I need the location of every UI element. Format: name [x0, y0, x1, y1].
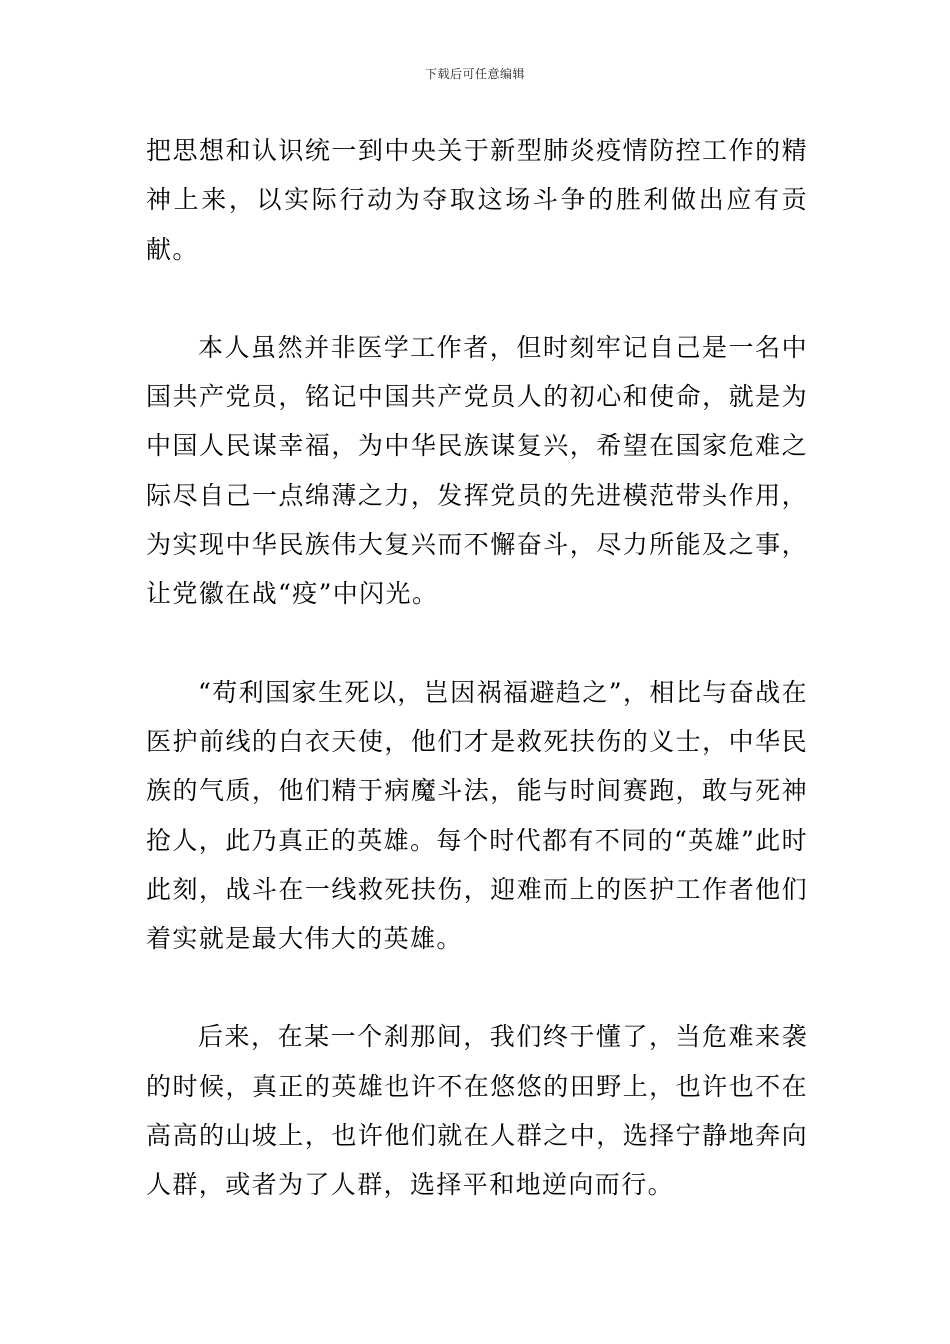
- paragraph-1: 把思想和认识统一到中央关于新型肺炎疫情防控工作的精神上来，以实际行动为夺取这场斗争的胜利做出应有贡献。: [146, 136, 808, 264]
- paragraph-4: 后来，在某一个刹那间，我们终于懂了，当危难来袭的时候，真正的英雄也许不在悠悠的田野上，也许也不在高高的山坡上，也许他们就在人群之中，选择宁静地奔向人群，或者为了人群，选择平和地逆向而行。: [146, 1022, 808, 1200]
- paragraph-2: 本人虽然并非医学工作者，但时刻牢记自己是一名中国共产党员，铭记中国共产党员人的初心和使命，就是为中国人民谋幸福，为中华民族谋复兴，希望在国家危难之际尽自己一点绵薄之力，发挥党员的先进模范带头作用，为实现中华民族伟大复兴而不懈奋斗，尽力所能及之事，让党徽在战“疫”中闪光。: [146, 332, 808, 609]
- document-body: [146, 126, 808, 1210]
- paragraph-3: “苟利国家生死以，岂因祸福避趋之”，相比与奋战在医护前线的白衣天使，他们才是救死扶伤的义士，中华民族的气质，他们精于病魔斗法，能与时间赛跑，敢与死神抢人，此乃真正的英雄。每个时代都有不同的“英雄”此时此刻，战斗在一线救死扶伤，迎难而上的医护工作者他们着实就是最大伟大的英雄。: [146, 677, 808, 954]
- page-header-note: 下载后可任意编辑: [424, 67, 525, 81]
